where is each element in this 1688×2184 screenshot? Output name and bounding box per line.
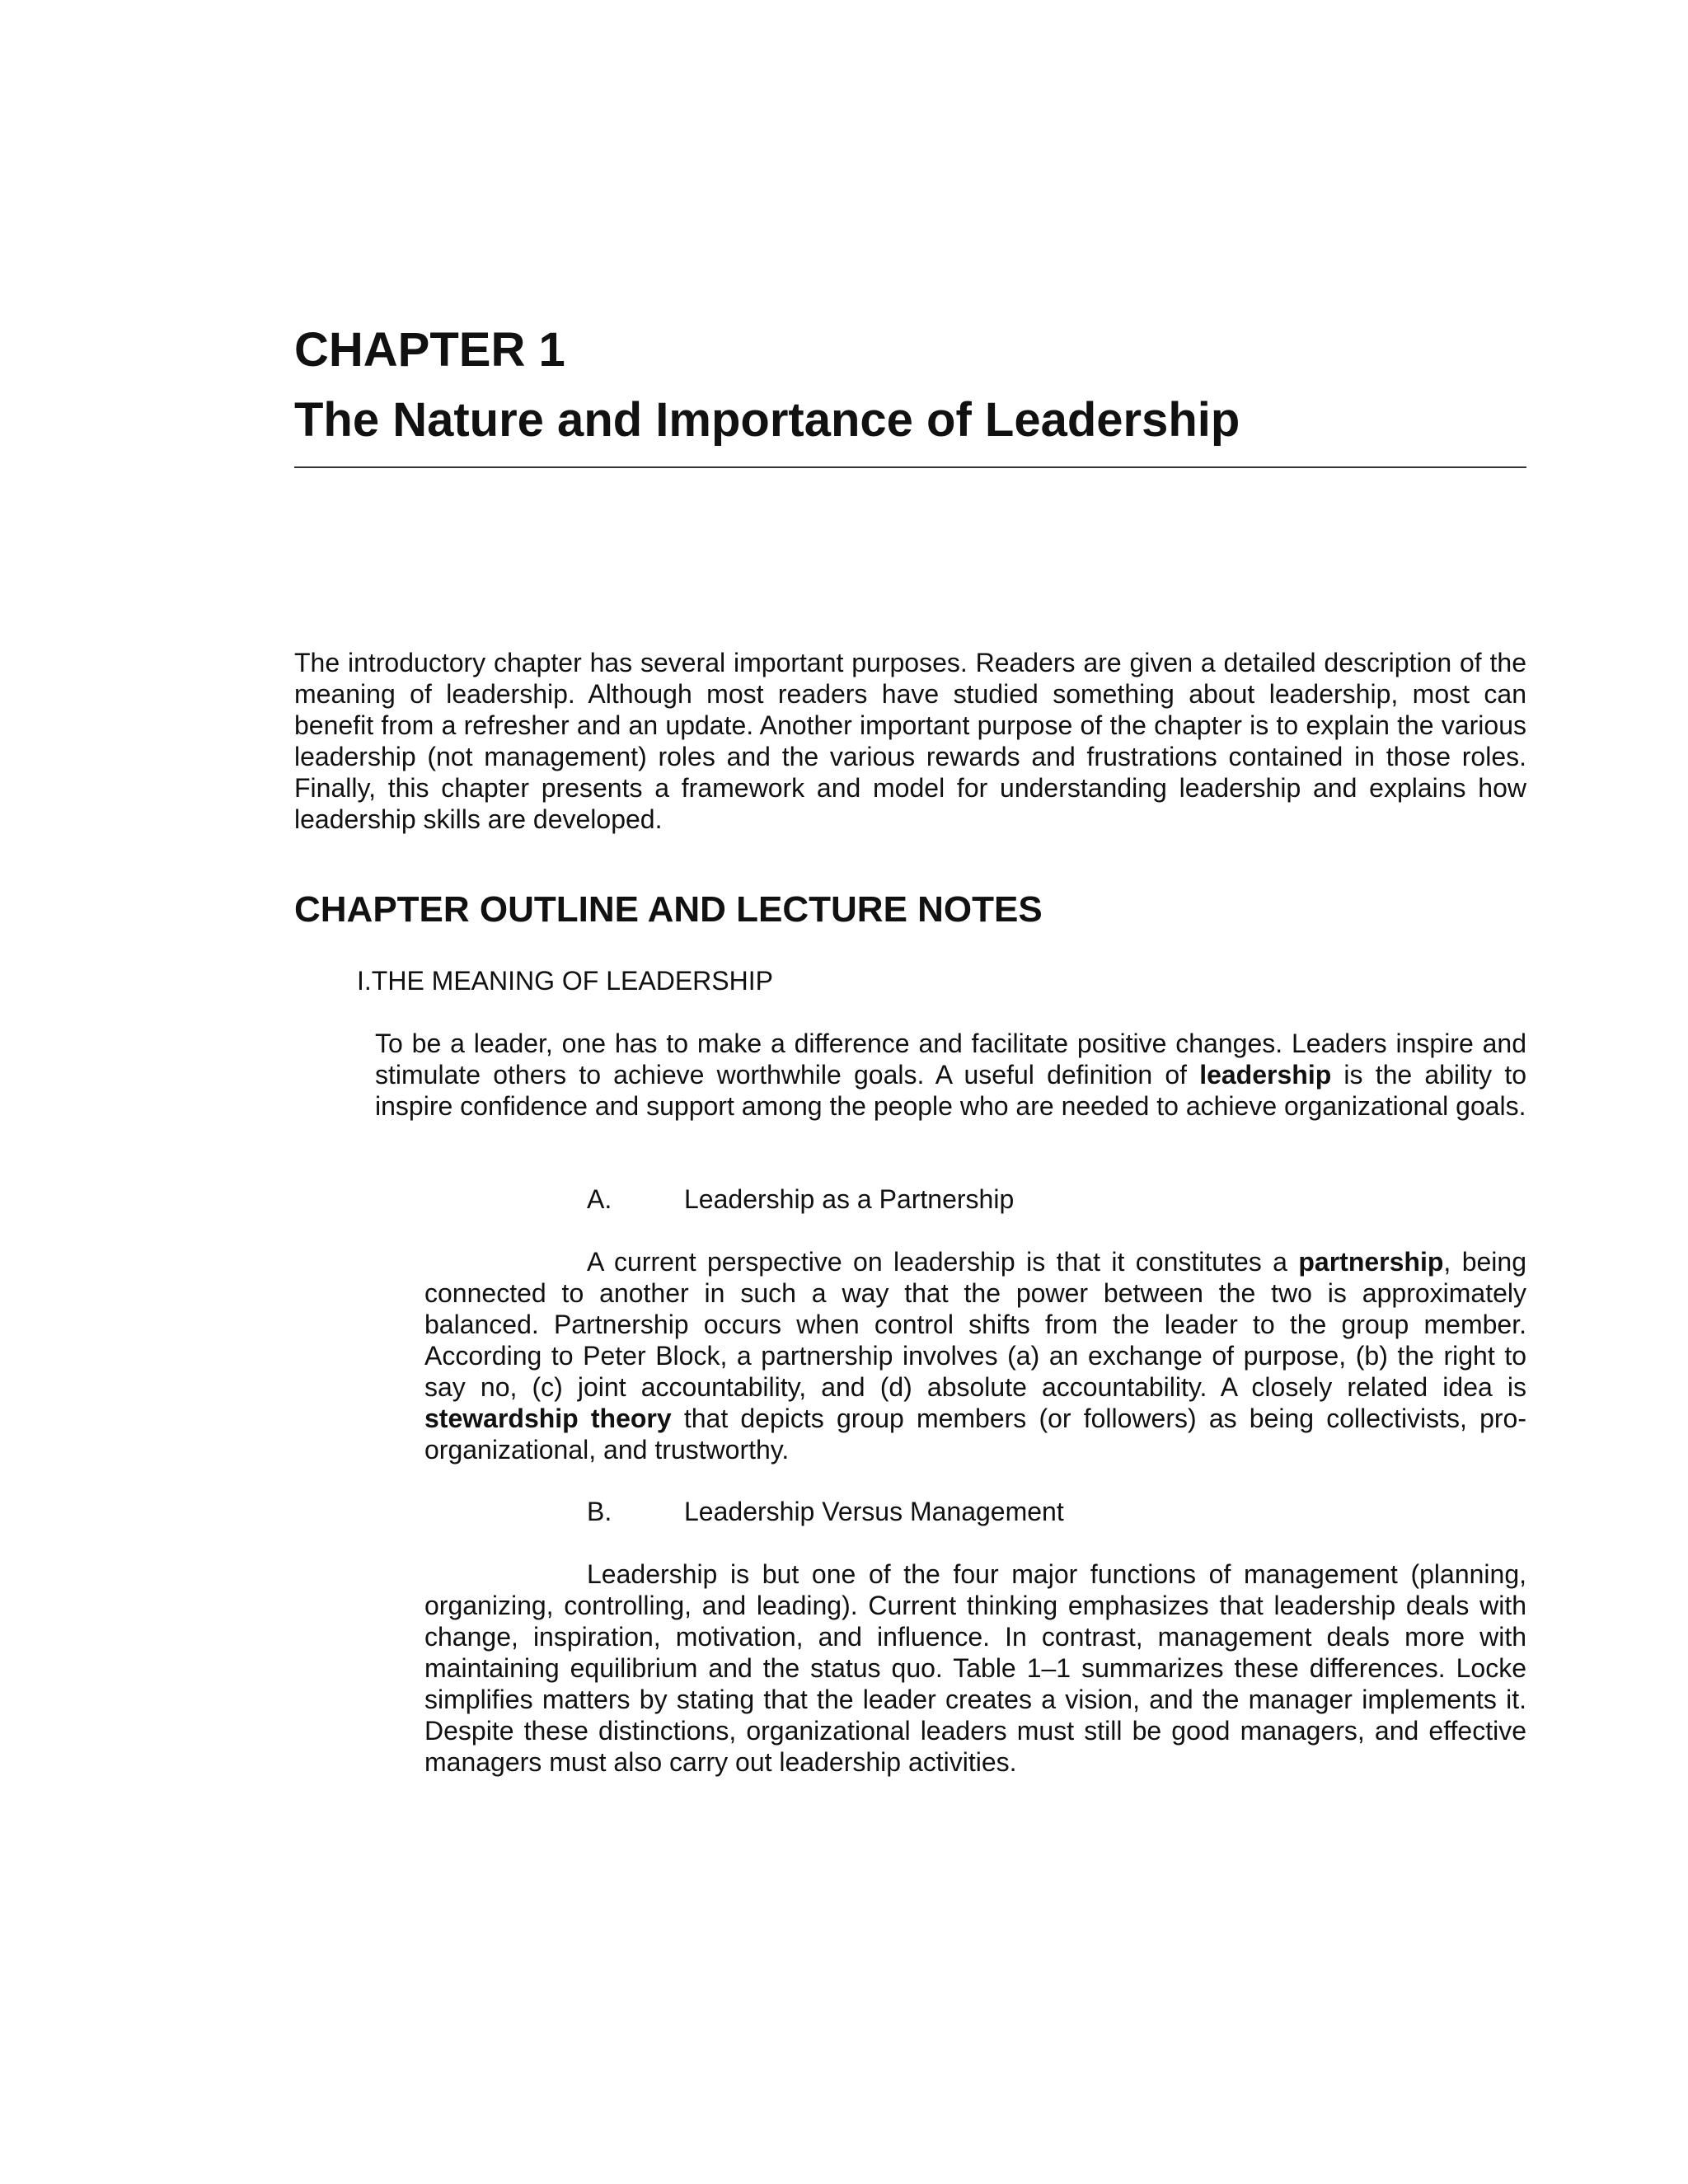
subsection-b-paragraph: Leadership is but one of the four major functions of management (planning, organizing, controlling, and leading). Current thinking emphasizes that leadership deals with change, inspiration, motivation, and influence. In contrast, management deals more with maintaining equilibrium and the status quo. Table 1–1 summarizes these differences. Locke simplifies matters by stating that the leader creates a vision, and the manager implements it. Despite these distinctions, organizational leaders must still be good managers, and effective managers must also carry out leadership activities.	[424, 1559, 1526, 1777]
subsection-a-text-3: that depicts group members (or followers) as being collectivists, pro-organizational, and trustworthy.	[424, 1404, 1527, 1465]
subsection-b-heading	[587, 1496, 1064, 1527]
intro-paragraph: The introductory chapter has several important purposes. Readers are given a detailed description of the meaning of leadership. Although most readers have studied something about leadership, most can benefit from a refresher and an update. Another important purpose of the chapter is to explain the various leadership (not management) roles and the various rewards and frustrations contained in those roles. Finally, this chapter presents a framework and model for understanding leadership and explains how leadership skills are developed.	[294, 648, 1526, 834]
chapter-number: CHAPTER 1	[294, 323, 565, 377]
term-stewardship-theory: stewardship theory	[424, 1404, 672, 1433]
term-partnership: partnership	[1298, 1247, 1444, 1277]
subsection-b-letter: B.	[587, 1497, 612, 1526]
section-i-text-2: is the ability to inspire confidence and support among the people who are needed to achieve organizational goals.	[375, 1060, 1527, 1121]
subsection-a-paragraph	[424, 1246, 1526, 1465]
title-divider	[294, 466, 1526, 468]
subsection-b-title: Leadership Versus Management	[684, 1497, 1064, 1526]
section-i-heading: I.THE MEANING OF LEADERSHIP	[357, 966, 773, 996]
subsection-a-letter: A.	[587, 1184, 612, 1214]
section-i-paragraph	[375, 1028, 1526, 1122]
subsection-a-title: Leadership as a Partnership	[684, 1184, 1015, 1214]
outline-heading: CHAPTER OUTLINE AND LECTURE NOTES	[294, 889, 1043, 930]
section-i-text-1: To be a leader, one has to make a difference and facilitate positive changes. Leaders inspire and stimulate others to achieve worthwhile goals. A useful definition of	[375, 1029, 1526, 1090]
subsection-a-text-2: , being connected to another in such a way that the power between the two is approximately balanced. Partnership occurs when control shifts from the leader to the group member. According to Peter Block, a partnership involves (a) an exchange of purpose, (b) the right to say no, (c) joint accountability, and (d) absolute accountability. A closely related idea is	[424, 1247, 1526, 1402]
subsection-a-heading	[587, 1183, 1014, 1215]
subsection-a-text-1: A current perspective on leadership is that it constitutes a	[587, 1247, 1299, 1277]
chapter-title: The Nature and Importance of Leadership	[294, 393, 1240, 447]
term-leadership: leadership	[1199, 1060, 1332, 1090]
